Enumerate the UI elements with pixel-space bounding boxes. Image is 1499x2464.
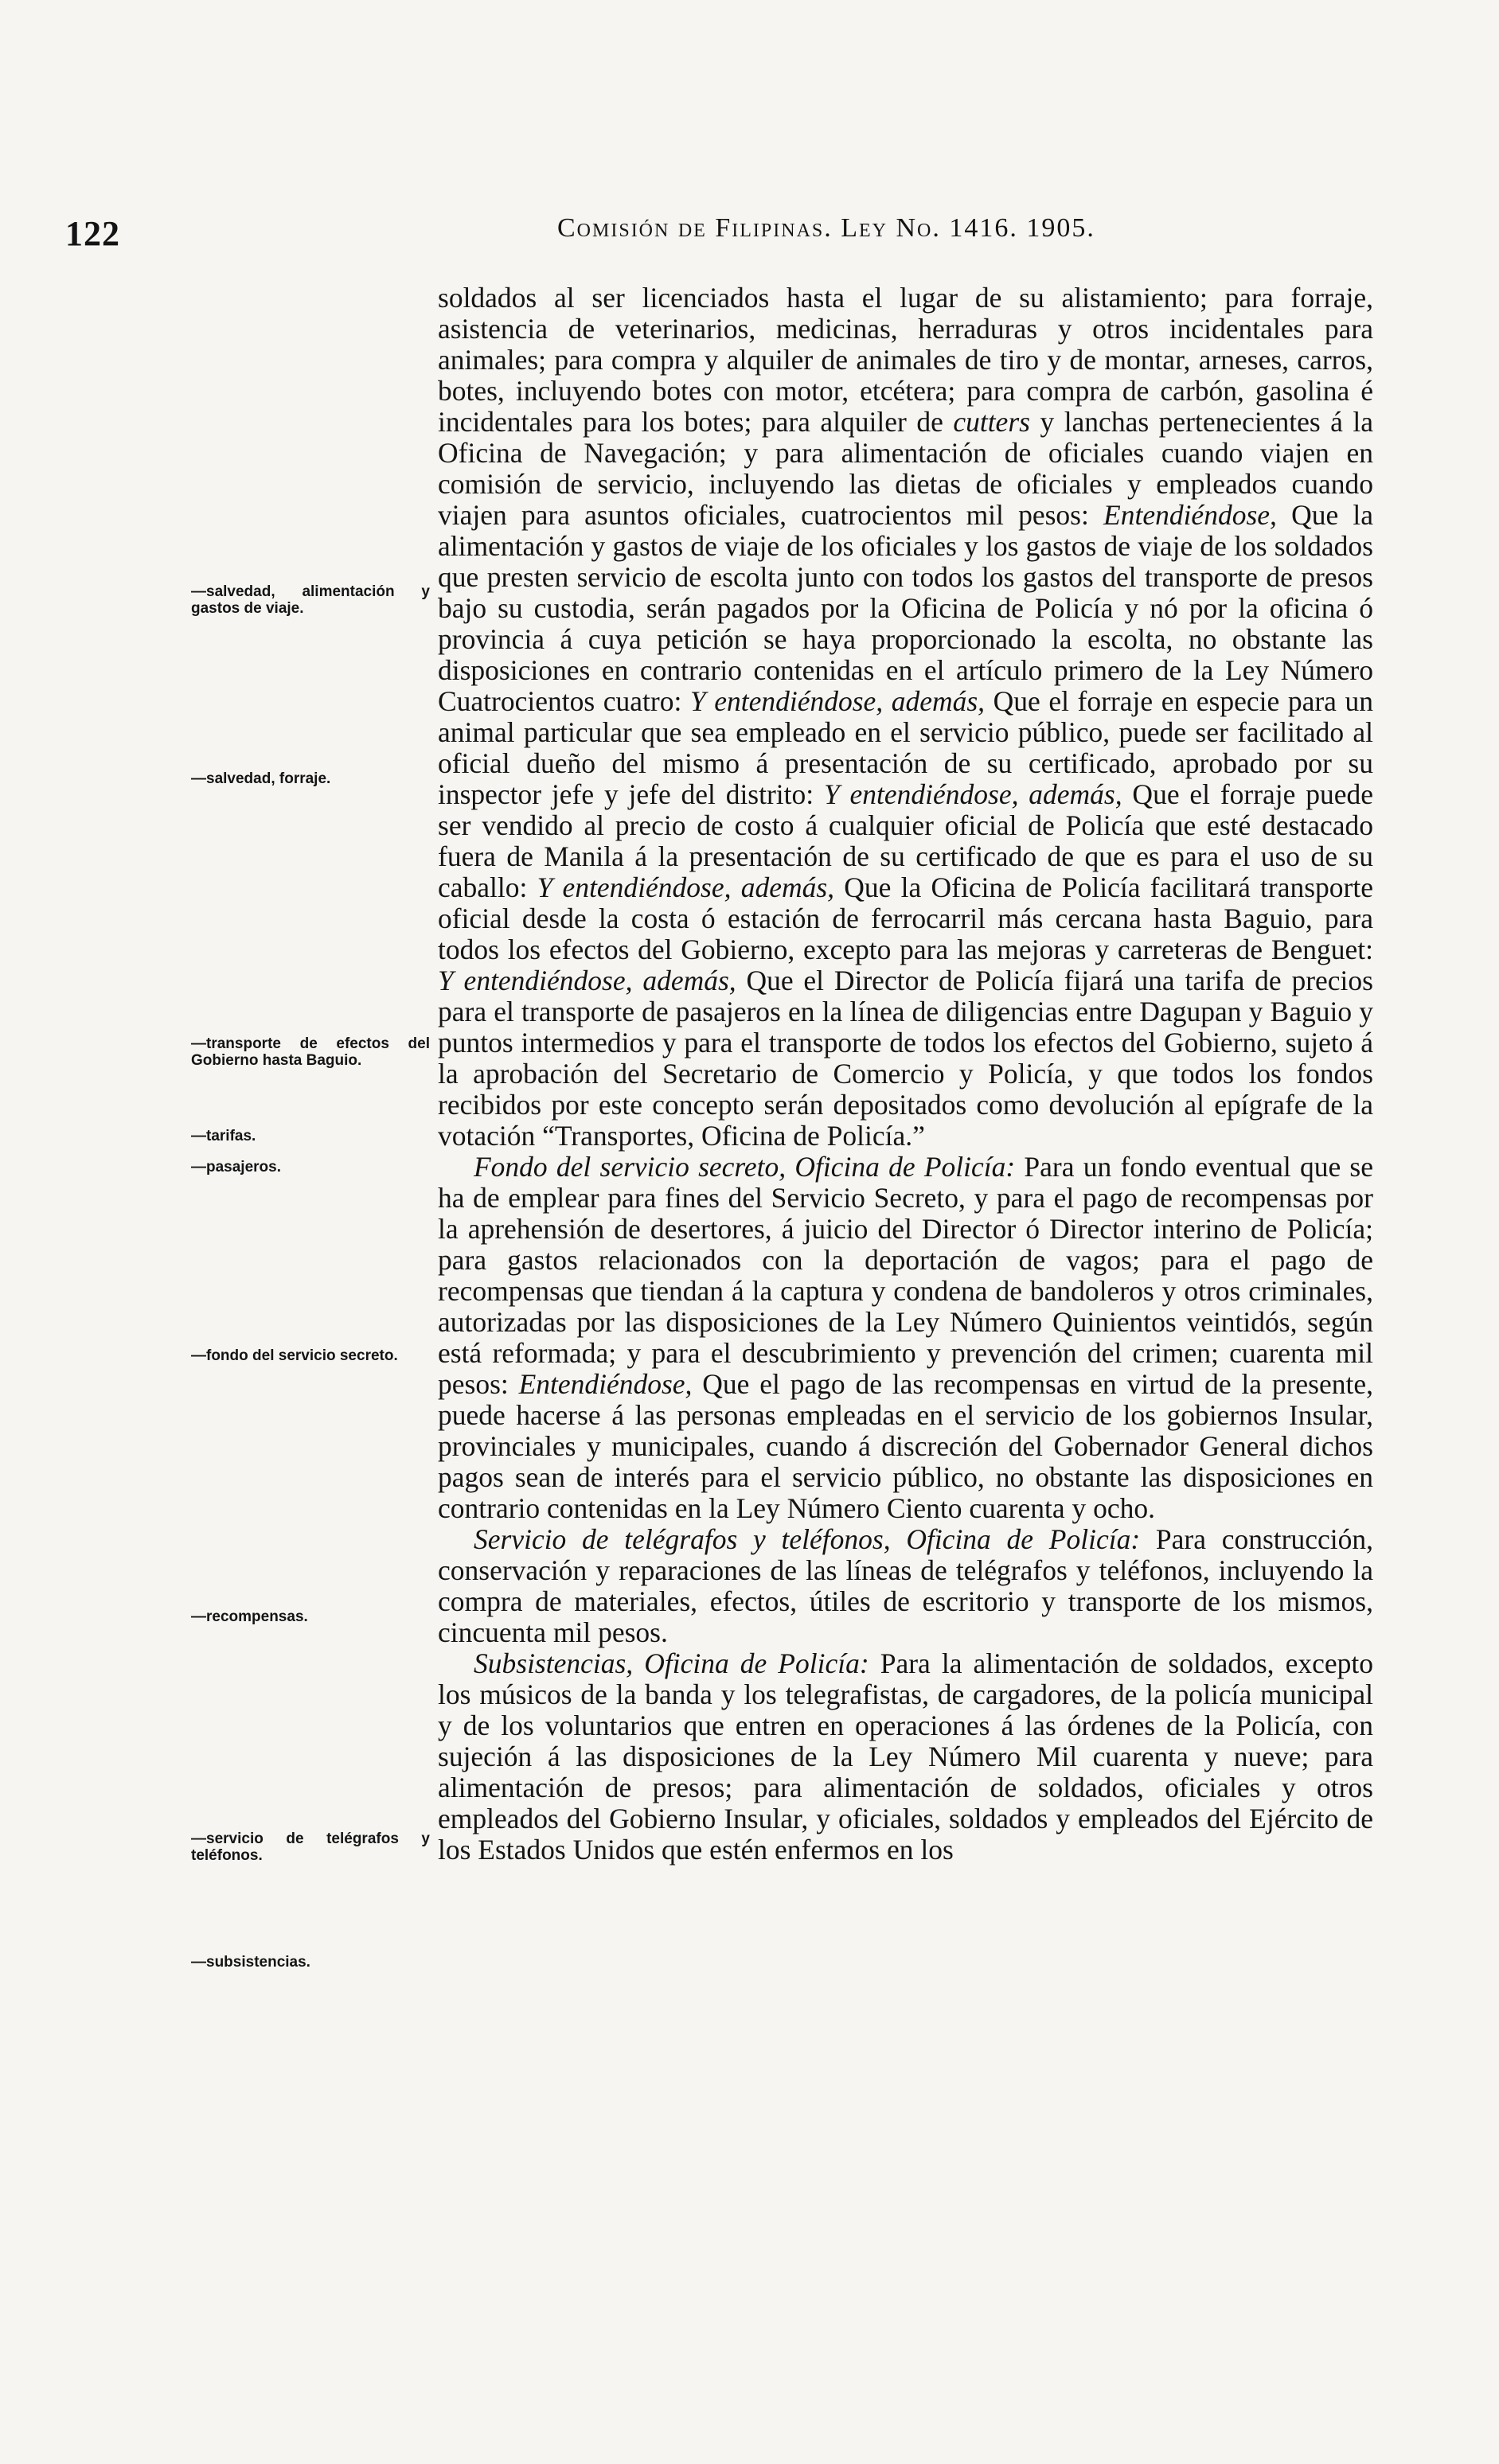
page-number: 122: [65, 214, 120, 253]
paragraph-1: soldados al ser licenciados hasta el lugar de su alistamiento; para forraje, asistencia de veterinarios, medicinas, herraduras y otros incidentales para animales; para compra y alquiler de animales de tiro y de montar, arneses, carros, botes, incluyendo botes con motor, etcétera; para compra de carbón, gasolina é incidentales para los botes; para alquiler de cutters y lanchas pertenecientes á la Oficina de Navegación; y para alimentación de oficiales cuando viajen en comisión de servicio, incluyendo las dietas de oficiales y empleados cuando viajen para asuntos oficiales, cuatrocientos mil pesos: Entendiéndose, Que la alimentación y gastos de viaje de los oficiales y los gastos de viaje de los soldados que presten servicio de escolta junto con todos los gastos del transporte de presos bajo su custodia, serán pagados por la Oficina de Policía y nó por la oficina ó provincia á cuya petición se haya proporcionado la escolta, no obstante las disposiciones en contrario contenidas en el artículo primero de la Ley Número Cuatrocientos cuatro: Y entendiéndose, además, Que el forraje en especie para un animal particular que sea empleado en el servicio público, puede ser facilitado al oficial dueño del mismo á presentación de su certificado, aprobado por su inspector jefe y jefe del distrito: Y entendiéndose, además, Que el forraje puede ser vendido al precio de costo á cualquier oficial de Policía que esté destacado fuera de Manila á la presentación de su certificado de que es para el uso de su caballo: Y entendiéndose, además, Que la Oficina de Policía facilitará transporte oficial desde la costa ó estación de ferrocarril más cercana hasta Baguio, para todos los efectos del Gobierno, excepto para las mejoras y carreteras de Benguet: Y entendiéndose, además, Que el Director de Policía fijará una tarifa de precios para el transporte de pasajeros en la línea de diligencias entre Dagupan y Baguio y puntos intermedios y para el transporte de todos los efectos del Gobierno, sujeto á la aprobación del Secretario de Comercio y Policía, y que todos los fondos recibidos por este concepto serán depositados como devolución al epígrafe de la votación “Transportes, Oficina de Policía.”: [438, 282, 1374, 1152]
margin-note-fondo-servicio-secreto: —fondo del servicio secreto.: [191, 1347, 398, 1364]
body-text: [438, 283, 1373, 1866]
margin-note-recompensas: —recompensas.: [191, 1608, 308, 1625]
margin-note-tarifas: —tarifas.: [191, 1128, 256, 1144]
paragraph-2: Fondo del servicio secreto, Oficina de Policía: Para un fondo eventual que se ha de emplear para fines del Servicio Secreto, y para el pago de recompensas por la aprehensión de desertores, á juicio del Director ó Director interino de Policía; para gastos relacionados con la deportación de vagos; para el pago de recompensas que tiendan á la captura y condena de bandoleros y otros criminales, autorizadas por las disposiciones de la Ley Número Quinientos veintidós, según está reformada; y para el descubrimiento y prevención del crimen; cuarenta mil pesos: Entendiéndose, Que el pago de las recompensas en virtud de la presente, puede hacerse á las personas empleadas en el servicio de los gobiernos Insular, provinciales y municipales, cuando á discreción del Gobernador General dichos pagos sean de interés para el servicio público, no obstante las disposiciones en contrario contenidas en la Ley Número Ciento cuarenta y ocho.: [438, 1151, 1373, 1524]
margin-note-transporte-baguio: —transporte de efectos del Gobierno hasta Baguio.: [191, 1035, 430, 1069]
paragraph-4: Subsistencias, Oficina de Policía: Para la alimentación de soldados, excepto los músicos de la banda y los telegrafistas, de cargadores, de la policía municipal y de los voluntarios que entren en operaciones á las órdenes de la Policía, con sujeción á las disposiciones de la Ley Número Mil cuarenta y nueve; para alimentación de presos; para alimentación de soldados, oficiales y otros empleados del Gobierno Insular, y oficiales, soldados y empleados del Ejército de los Estados Unidos que estén enfermos en los: [438, 1647, 1373, 1866]
margin-note-subsistencias: —subsistencias.: [191, 1954, 310, 1971]
margin-note-pasajeros: —pasajeros.: [191, 1159, 281, 1175]
margin-note-servicio-telegrafos: —servicio de telégrafos y teléfonos.: [191, 1830, 430, 1864]
running-head: Comisión de Filipinas. Ley No. 1416. 1905.: [557, 213, 1095, 243]
paragraph-3: Servicio de telégrafos y teléfonos, Oficina de Policía: Para construcción, conservación y reparaciones de las líneas de telégrafos y teléfonos, incluyendo la compra de materiales, efectos, útiles de escritorio y transporte de los mismos, cincuenta mil pesos.: [438, 1523, 1373, 1648]
margin-note-salvedad-forraje: —salvedad, forraje.: [191, 770, 331, 787]
margin-note-salvedad-alimentacion: —salvedad, alimentación y gastos de viaje.: [191, 583, 430, 617]
